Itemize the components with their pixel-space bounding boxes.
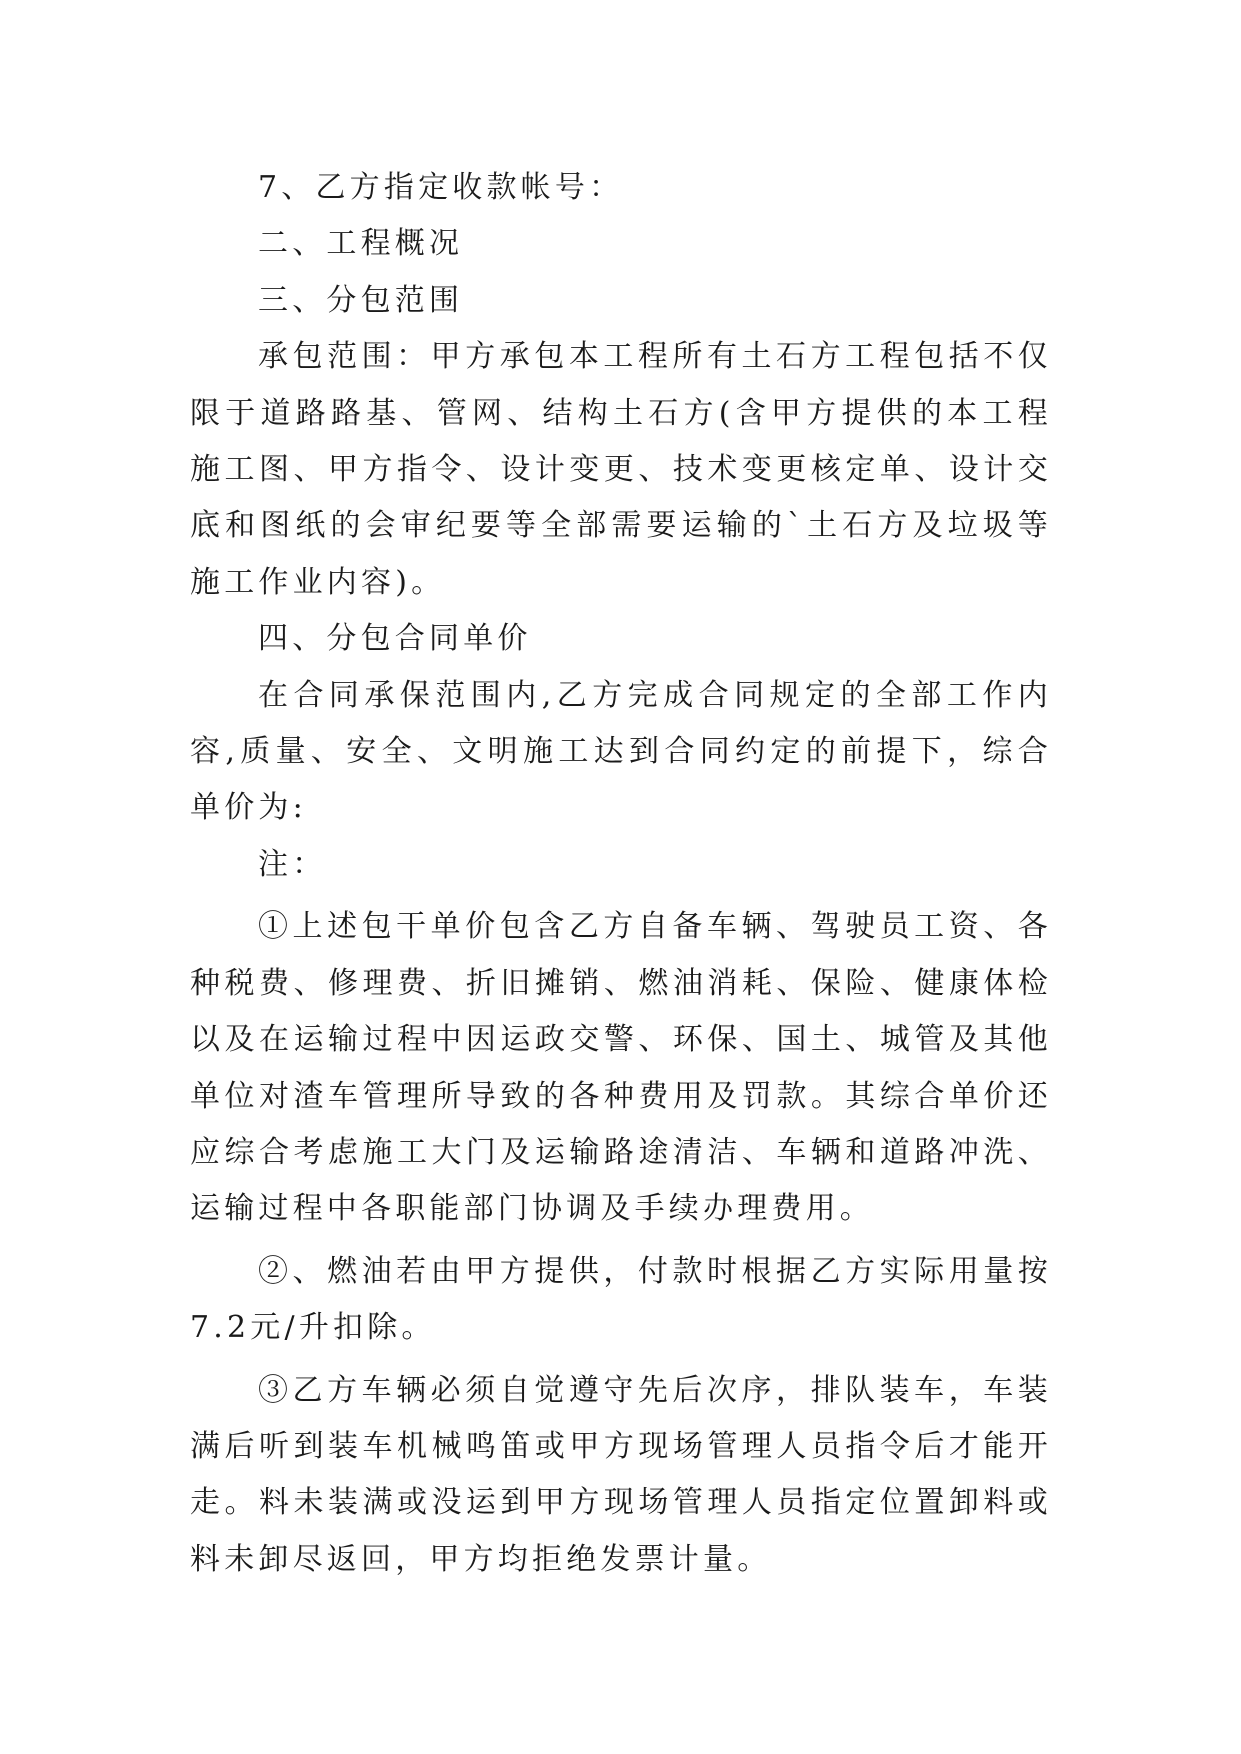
note-item-1: ①上述包干单价包含乙方自备车辆、驾驶员工资、各种税费、修理费、折旧摊销、燃油消耗、保险、健康体检以及在运输过程中因运政交警、环保、国土、城管及其他单位对渣车管理所导致的各种费用及罚款。其综合单价还应综合考虑施工大门及运输路途清洁、车辆和道路冲洗、运输过程中各职能部门协调及手续办理费用。 — [190, 909, 1052, 1227]
paragraph-unit-price: 在合同承保范围内,乙方完成合同规定的全部工作内容,质量、安全、文明施工达到合同约定的前提下，综合单价为: — [190, 677, 1052, 826]
paragraph-contract-scope: 承包范围：甲方承包本工程所有土石方工程包括不仅限于道路路基、管网、结构土石方(含甲方提供的本工程施工图、甲方指令、设计变更、技术变更核定单、设计交底和图纸的会审纪要等全部需要运输的`土石方及垃圾等施工作业内容)。 — [190, 339, 1052, 600]
heading-project-overview: 二、工程概况 — [258, 226, 464, 262]
document-body — [190, 160, 1052, 1588]
note-item-2: ②、燃油若由甲方提供，付款时根据乙方实际用量按7.2元/升扣除。 — [190, 1253, 1052, 1346]
notes-label: 注： — [258, 846, 327, 882]
note-item-3: ③乙方车辆必须自觉遵守先后次序，排队装车，车装满后听到装车机械鸣笛或甲方现场管理人员指令后才能开走。料未装满或没运到甲方现场管理人员指定位置卸料或料未卸尽返回，甲方均拒绝发票计量。 — [190, 1372, 1052, 1577]
heading-subcontract-scope: 三、分包范围 — [258, 282, 464, 318]
paragraph-bank-account: 7、乙方指定收款帐号： — [258, 170, 624, 205]
heading-unit-price: 四、分包合同单价 — [258, 621, 532, 657]
